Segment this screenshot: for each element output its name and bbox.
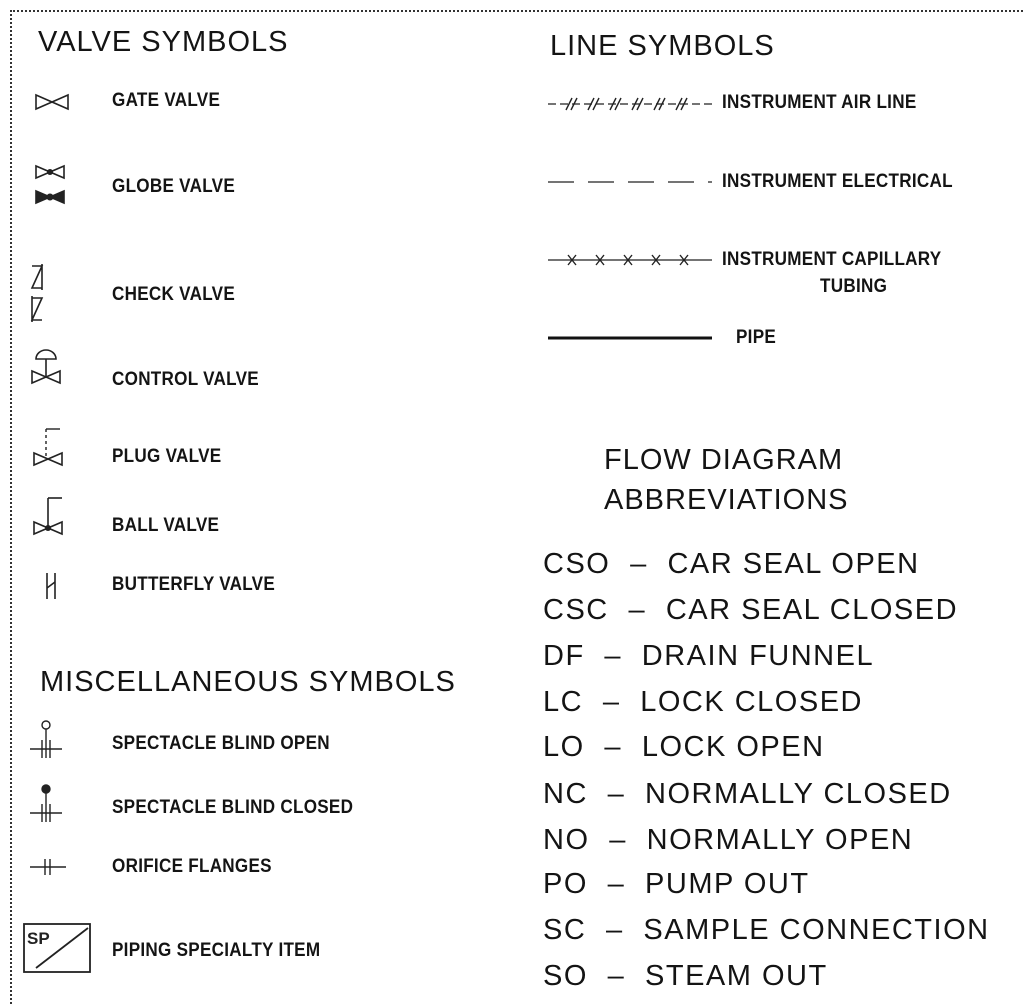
abbreviation-code: SC [543,914,587,946]
flow-abbreviations-title-line2: ABBREVIATIONS [604,484,849,516]
spectacle-blind-closed-label: SPECTACLE BLIND CLOSED [112,797,354,818]
abbreviation-code: NO [543,824,590,856]
instrument-electrical-label: INSTRUMENT ELECTRICAL [722,171,953,192]
control-valve-icon [30,347,66,387]
abbreviation-row [543,914,990,947]
piping-specialty-item-label: PIPING SPECIALTY ITEM [112,940,321,961]
piping-specialty-item-icon-text: SP [27,929,50,948]
plug-valve-label: PLUG VALVE [112,446,222,467]
abbreviation-code: NC [543,778,588,810]
spectacle-blind-open-icon [28,718,64,762]
globe-valve-label: GLOBE VALVE [112,176,236,197]
abbreviation-dash: – [602,686,621,718]
abbreviation-dash: – [609,824,627,856]
gate-valve-icon [34,92,70,112]
abbreviation-code: PO [543,868,588,900]
abbreviation-meaning: LOCK CLOSED [640,686,863,718]
abbreviation-meaning: NORMALLY CLOSED [645,778,952,810]
butterfly-valve-label: BUTTERFLY VALVE [112,574,276,595]
abbreviation-code: LC [543,686,584,718]
instrument-air-line-label: INSTRUMENT AIR LINE [722,92,917,113]
abbreviation-meaning: CAR SEAL CLOSED [665,594,959,626]
check-valve-icon [28,262,48,326]
butterfly-valve-icon [44,570,60,602]
abbreviation-dash: – [604,731,623,763]
abbreviation-meaning: CAR SEAL OPEN [667,548,920,580]
spectacle-blind-closed-icon [28,782,64,826]
pipe-line-icon [548,328,714,348]
gate-valve-label: GATE VALVE [112,90,221,111]
instrument-electrical-line-icon [548,172,714,192]
abbreviation-row [543,868,810,901]
orifice-flanges-icon [28,856,68,878]
abbreviation-dash: – [604,640,623,672]
abbreviation-code: LO [543,731,585,763]
abbreviation-code: CSC [543,594,609,626]
spectacle-blind-open-label: SPECTACLE BLIND OPEN [112,733,330,754]
abbreviation-row [543,594,958,627]
instrument-capillary-label-line2: TUBING [820,276,888,297]
valve-symbols-title: VALVE SYMBOLS [38,26,289,58]
abbreviation-code: DF [543,640,585,672]
instrument-capillary-label: INSTRUMENT CAPILLARY [722,249,942,270]
abbreviation-row [543,640,874,673]
abbreviation-meaning: DRAIN FUNNEL [641,640,875,672]
abbreviation-dash: – [630,548,648,580]
abbreviation-row [543,731,825,764]
abbreviation-meaning: NORMALLY OPEN [646,824,914,856]
abbreviation-dash: – [607,868,626,900]
flow-abbreviations-title-line1: FLOW DIAGRAM [604,444,844,476]
abbreviation-row [543,960,828,993]
abbreviation-row [543,686,863,719]
misc-symbols-title: MISCELLANEOUS SYMBOLS [40,666,456,698]
abbreviation-meaning: STEAM OUT [645,960,828,992]
plug-valve-icon [32,425,72,469]
instrument-capillary-line-icon [548,250,714,270]
abbreviation-row [543,824,913,857]
ball-valve-label: BALL VALVE [112,515,220,536]
abbreviation-dash: – [607,960,626,992]
piping-specialty-item-icon [22,922,94,976]
abbreviation-row [543,548,920,581]
globe-valve-icon [34,163,70,207]
abbreviation-meaning: PUMP OUT [645,868,810,900]
abbreviation-meaning: LOCK OPEN [641,731,825,763]
pipe-label: PIPE [736,327,777,348]
check-valve-label: CHECK VALVE [112,284,236,305]
abbreviation-dash: – [607,778,626,810]
abbreviation-meaning: SAMPLE CONNECTION [643,914,990,946]
line-symbols-title: LINE SYMBOLS [550,30,775,62]
orifice-flanges-label: ORIFICE FLANGES [112,856,272,877]
control-valve-label: CONTROL VALVE [112,369,259,390]
abbreviation-code: SO [543,960,588,992]
ball-valve-icon [32,494,72,538]
abbreviation-row [543,778,952,811]
abbreviation-dash: – [628,594,647,626]
abbreviation-code: CSO [543,548,611,580]
abbreviation-dash: – [606,914,624,946]
instrument-air-line-icon [548,94,714,114]
